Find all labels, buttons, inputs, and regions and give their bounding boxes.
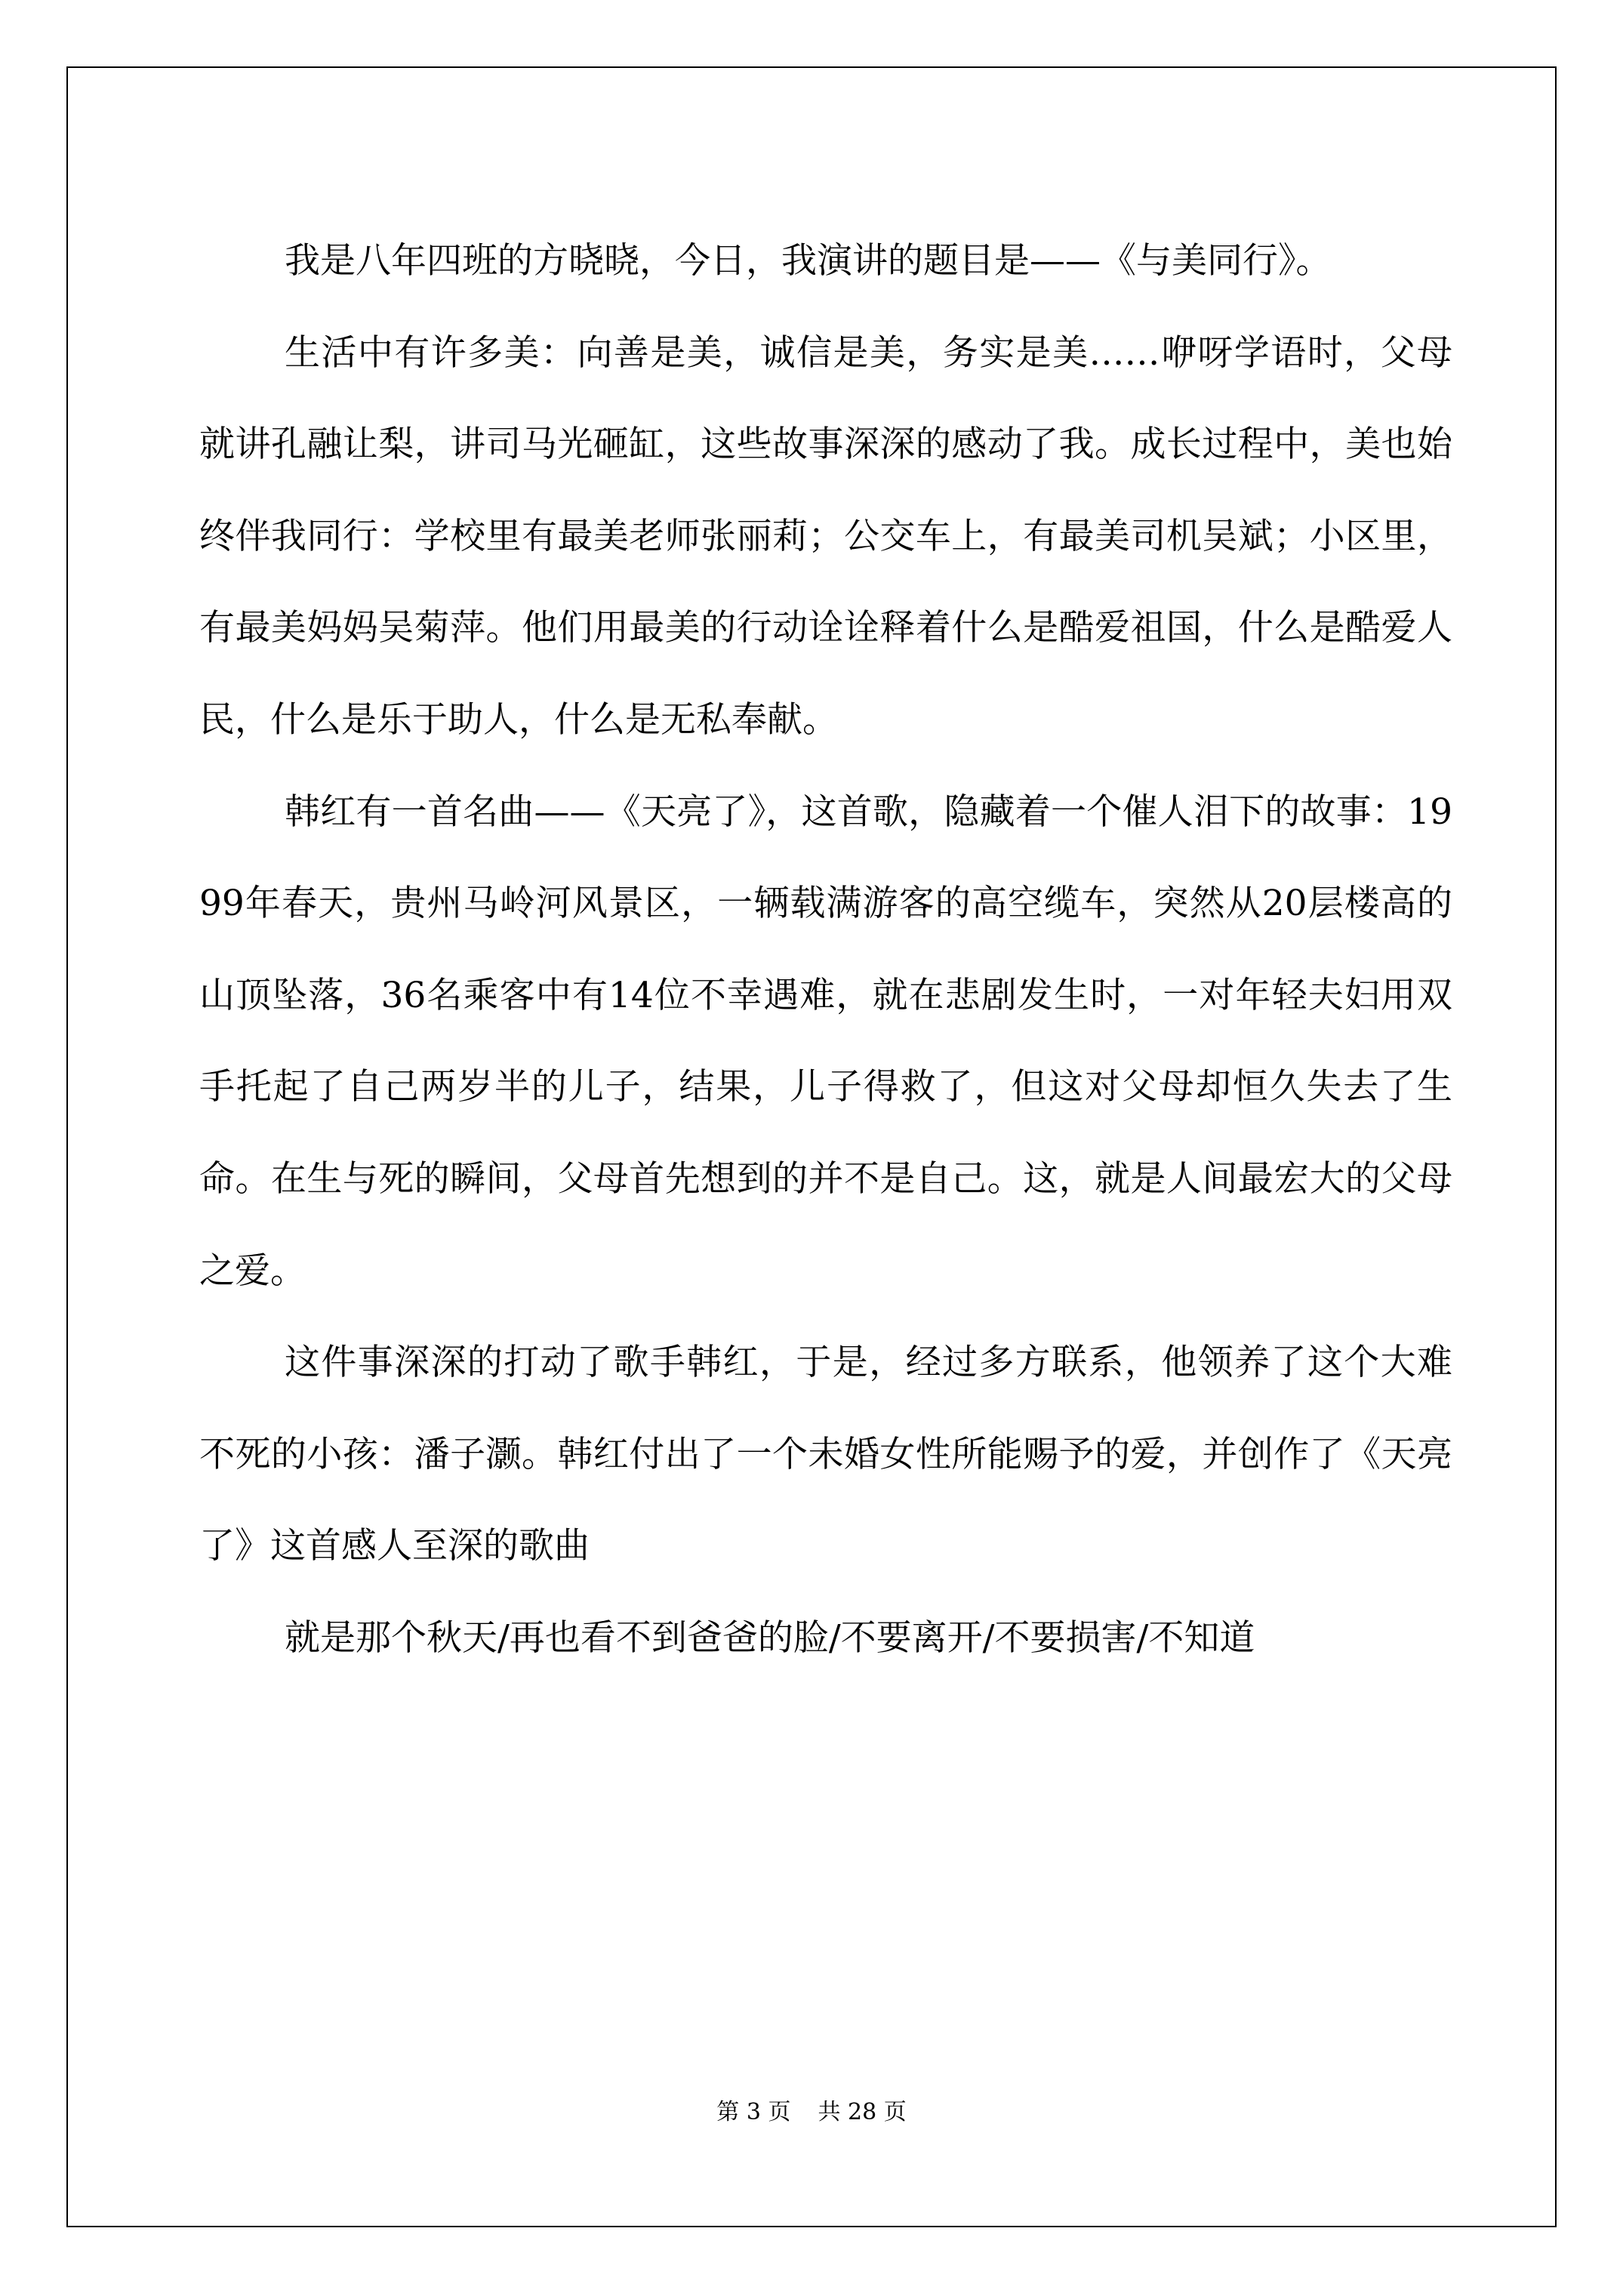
page-footer bbox=[0, 2097, 1623, 2128]
document-body bbox=[199, 215, 1452, 1684]
paragraph-intro: 我是八年四班的方晓晓，今日，我演讲的题目是——《与美同行》。 bbox=[285, 240, 1332, 282]
paragraph-han-hong-story: 韩红有一首名曲——《天亮了》，这首歌，隐藏着一个催人泪下的故事：1999年春天，贵州马岭河风景区，一辆载满游客的高空缆车，突然从20层楼高的山顶坠落，36名乘客中有14位不幸遇难，就在悲剧发生时，一对年轻夫妇用双手托起了自己两岁半的儿子，结果，儿子得救了，但这对父母却恒久失去了生命。在生与死的瞬间，父母首先想到的并不是自己。这，就是人间最宏大的父母之爱。 bbox=[199, 791, 1452, 1292]
paragraph-beauty-in-life: 生活中有许多美：向善是美，诚信是美，务实是美……咿呀学语时，父母就讲孔融让梨，讲司马光砸缸，这些故事深深的感动了我。成长过程中，美也始终伴我同行：学校里有最美老师张丽莉；公交车上，有最美司机吴斌；小区里，有最美妈妈吴菊萍。他们用最美的行动诠诠释着什么是酷爱祖国，什么是酷爱人民，什么是乐于助人，什么是无私奉献。 bbox=[199, 331, 1452, 741]
page-number-current: 第 3 页 bbox=[716, 2099, 791, 2125]
page-number-total: 共 28 页 bbox=[818, 2099, 907, 2125]
paragraph-lyrics: 就是那个秋天/再也看不到爸爸的脸/不要离开/不要损害/不知道 bbox=[285, 1616, 1255, 1659]
paragraph-adoption: 这件事深深的打动了歌手韩红，于是，经过多方联系，他领养了这个大难不死的小孩：潘子灏。韩红付出了一个未婚女性所能赐予的爱，并创作了《天亮了》这首感人至深的歌曲 bbox=[199, 1342, 1452, 1567]
